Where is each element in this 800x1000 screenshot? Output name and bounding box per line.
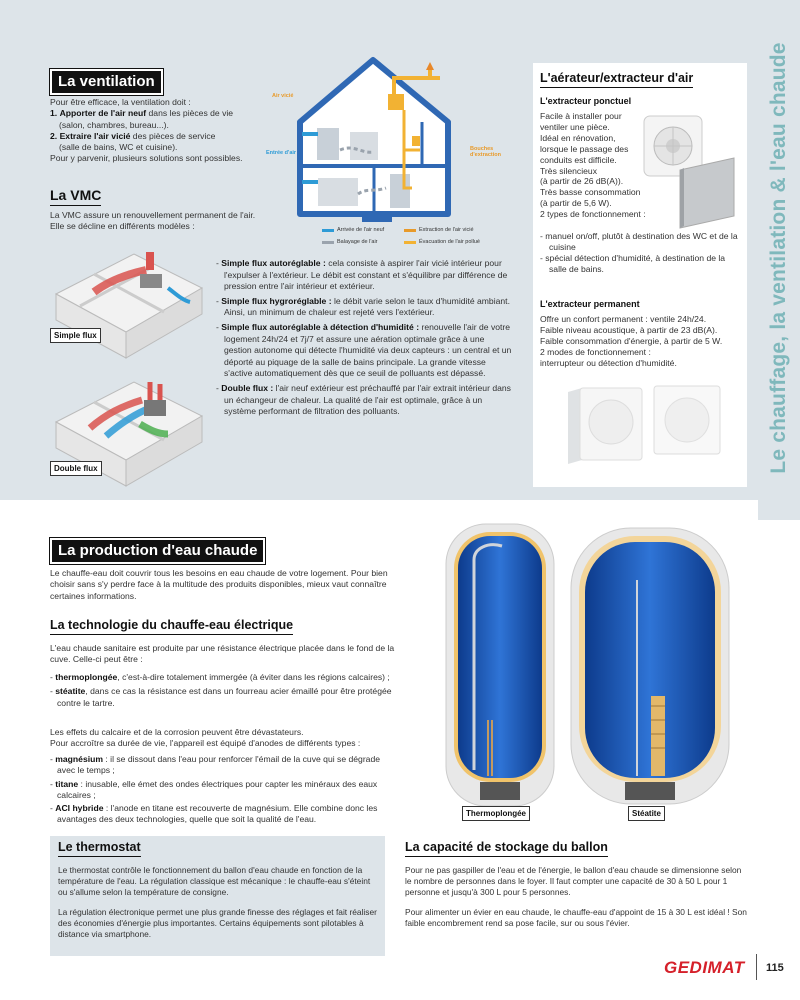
anode-item-2: - titane : inusable, elle émet des ondes électriques pour capter les minéraux des eaux calcaires ; bbox=[50, 778, 378, 800]
legend-swatch-arrivee bbox=[322, 229, 334, 232]
thermostat-p2: La régulation électronique permet une plus grande finesse des réglages et fait réaliser des économies d'énergie plus importantes. Certains équipements sont pilotables à distance via smartphone. bbox=[58, 907, 377, 939]
ventilation-closing: Pour y parvenir, plusieurs solutions sont possibles. bbox=[50, 153, 243, 164]
vmc-intro-line1: La VMC assure un renouvellement permanent de l'air. bbox=[50, 210, 256, 220]
extracteur-permanent-image bbox=[560, 384, 740, 466]
tag-steatite: Stéatite bbox=[628, 806, 665, 821]
tag-double-flux: Double flux bbox=[50, 461, 102, 476]
tag-thermoplongee: Thermoplongée bbox=[462, 806, 530, 821]
legend-arrivee: Arrivée de l'air neuf bbox=[337, 227, 385, 233]
permanent-title: L'extracteur permanent bbox=[540, 299, 640, 309]
legend-swatch-evacuation bbox=[404, 241, 416, 244]
ponctuel-lines bbox=[540, 111, 646, 220]
ponctuel-line: Très basse consommation bbox=[540, 187, 641, 198]
tag-simple-flux: Simple flux bbox=[50, 328, 101, 343]
vmc-intro bbox=[50, 210, 280, 233]
anode-item-1: - magnésium : il se dissout dans l'eau pour renforcer l'émail de la cuve qui se dégrade avec le temps ; bbox=[50, 754, 381, 776]
techno-heading: La technologie du chauffe-eau électrique bbox=[50, 618, 293, 635]
ventilation-item-2-line2: (salle de bains, WC et cuisine). bbox=[59, 142, 178, 153]
effets-line2: Pour accroître sa durée de vie, l'appareil est équipé d'anodes de différents types : bbox=[50, 738, 361, 749]
capacite-p2: Pour alimenter un évier en eau chaude, le chauffe-eau d'appoint de 15 à 30 L est idéal ! Son faible encombrement rend sa pose facile, sur ou sous l'évier. bbox=[405, 907, 747, 928]
permanent-line: 2 modes de fonctionnement : bbox=[540, 346, 651, 357]
chauffe-eau-steatite-image bbox=[565, 520, 735, 810]
ventilation-item-2: 2. Extraire l'air vicié des pièces de service bbox=[50, 130, 216, 141]
ponctuel-line: (à partir de 5,6 W). bbox=[540, 198, 612, 209]
eau-intro: Le chauffe-eau doit couvrir tous les besoins en eau chaude de votre logement. Pour bien choisir sans s'y perdre face à la multitude des produits disponibles, mieux vaut connaître certaines informations. bbox=[50, 568, 388, 601]
label-entree-air: Entrée d'air bbox=[266, 150, 297, 156]
thermostat-heading: Le thermostat bbox=[58, 840, 141, 857]
techno-intro: L'eau chaude sanitaire est produite par une résistance électrique placée dans le fond de la cuve. Celle-ci peut être : bbox=[50, 643, 395, 665]
vmc-list bbox=[216, 258, 514, 418]
ponctuel-line: ventiler une pièce. bbox=[540, 121, 610, 132]
legend-balayage: Balayage de l'air bbox=[337, 239, 378, 245]
anode-item-3: - ACI hybride : l'anode en titane est recouverte de magnésium. Elle combine donc les avantages des deux technologies, quelle que soit la qualité de l'eau. bbox=[50, 803, 378, 825]
vmc-intro-line2: Elle se décline en différents modèles : bbox=[50, 221, 195, 232]
permanent-line: Offre un confort permanent : ventile 24h/24. bbox=[540, 314, 707, 324]
label-air-vicie: Air vicié bbox=[272, 93, 294, 99]
ponctuel-bullets bbox=[540, 231, 740, 275]
capacite-p1: Pour ne pas gaspiller de l'eau et de l'énergie, le ballon d'eau chaude se dimensionne selon le nombre de personnes dans le foyer. Il faut compter une capacité de 30 à 50 L pour 1 personne et jusqu'à 300 L pour 5 personnes. bbox=[405, 865, 742, 897]
techno-item-1: - thermoplongée, c'est-à-dire totalement immergée (à éviter dans les régions calcaires) ; bbox=[50, 672, 390, 682]
page-number: 115 bbox=[766, 962, 784, 974]
extracteur-ponctuel-image bbox=[640, 112, 740, 232]
ventilation-item-1: 1. Apporter de l'air neuf dans les pièces de vie bbox=[50, 108, 234, 119]
ponctuel-title: L'extracteur ponctuel bbox=[540, 96, 632, 106]
vmc-item-1: - Simple flux autoréglable : cela consiste à aspirer l'air vicié intérieur pour l'expulser à l'extérieur. Le débit est constant et s'équilibre par différence de pression entre l'air intérieur et extérieur. bbox=[216, 258, 508, 292]
legend-evacuation: Évacuation de l'air pollué bbox=[419, 239, 480, 245]
thermostat-p1: Le thermostat contrôle le fonctionnement du ballon d'eau chaude en fonction de la température de l'eau. La régulation classique est mécanique : le chauffe-eau s'éteint ou s'allume selon la température de consigne. bbox=[58, 865, 371, 897]
permanent-lines bbox=[540, 314, 745, 369]
vmc-heading: La VMC bbox=[50, 187, 101, 206]
legend-swatch-balayage bbox=[322, 241, 334, 244]
ventilation-heading: La ventilation bbox=[50, 69, 163, 95]
chauffe-eau-thermoplonge-image bbox=[440, 520, 560, 810]
vmc-simple-flux-illustration bbox=[50, 244, 208, 364]
ventilation-intro: Pour être efficace, la ventilation doit : bbox=[50, 97, 191, 107]
legend-swatch-extraction bbox=[404, 229, 416, 232]
footer-divider bbox=[756, 954, 757, 980]
vmc-item-4: - Double flux : l'air neuf extérieur est préchauffé par l'air extrait intérieur dans un échangeur de chaleur. La qualité de l'air est optimale, grâce à un système performant de filtration des polluants. bbox=[216, 382, 511, 417]
ponctuel-bullet-1: - manuel on/off, plutôt à destination des WC et de la cuisine bbox=[540, 231, 738, 252]
side-title: Le chauffage, la ventilation & l'eau chaude bbox=[767, 42, 790, 474]
anodes-list bbox=[50, 754, 398, 826]
brand-logo: GEDIMAT bbox=[664, 958, 745, 977]
eau-heading: La production d'eau chaude bbox=[50, 538, 265, 564]
capacite-heading: La capacité de stockage du ballon bbox=[405, 840, 608, 857]
ponctuel-line: 2 types de fonctionnement : bbox=[540, 209, 646, 220]
permanent-line: Faible niveau acoustique, à partir de 23 dB(A). bbox=[540, 324, 718, 335]
vmc-item-3: - Simple flux autoréglable à détection d'humidité : renouvelle l'air de votre logement 24h/24 et 7j/7 et assure une aération optimale grâce à une gestion autonome qui détecte l'humidité via deux capteurs : un central et un déporté au piquage de la salle de bains principale. La grande vitesse s'active automatiquement dès que ce seuil de polluants est dépassé. bbox=[216, 321, 512, 379]
permanent-line: interrupteur ou détection d'humidité. bbox=[540, 357, 677, 368]
effets-line1: Les effets du calcaire et de la corrosion peuvent être dévastateurs. bbox=[50, 727, 304, 737]
ponctuel-line: conduits est difficile. bbox=[540, 154, 617, 165]
legend-extraction: Extraction de l'air vicié bbox=[419, 227, 474, 233]
permanent-line: Faible consommation d'énergie, à partir de 5 W. bbox=[540, 335, 723, 346]
aerateur-heading: L'aérateur/extracteur d'air bbox=[540, 71, 693, 88]
ponctuel-bullet-2: - spécial détection d'humidité, à destination de la salle de bains. bbox=[540, 252, 726, 274]
diagram-legend bbox=[322, 227, 517, 249]
ponctuel-line: lorsque le passage des bbox=[540, 143, 629, 154]
techno-item-2: - stéatite, dans ce cas la résistance est dans un fourreau acier émaillé pour être protégée contre le tartre. bbox=[50, 686, 392, 708]
techno-list bbox=[50, 672, 398, 709]
ponctuel-line: (à partir de 26 dB(A)). bbox=[540, 176, 624, 187]
vmc-item-2: - Simple flux hygroréglable : le débit varie selon le taux d'humidité ambiant. Ainsi, un minimum de chaleur est rejeté vers l'extérieur. bbox=[216, 295, 510, 318]
ventilation-item-1-line2: (salon, chambres, bureau...). bbox=[59, 119, 169, 130]
ponctuel-line: Très silencieux bbox=[540, 165, 597, 176]
label-bouches: Bouches d'extraction bbox=[470, 146, 501, 158]
ventilation-body bbox=[50, 97, 280, 165]
effets-text bbox=[50, 727, 395, 750]
ponctuel-line: Idéal en rénovation, bbox=[540, 132, 616, 143]
ponctuel-line: Facile à installer pour bbox=[540, 111, 622, 121]
